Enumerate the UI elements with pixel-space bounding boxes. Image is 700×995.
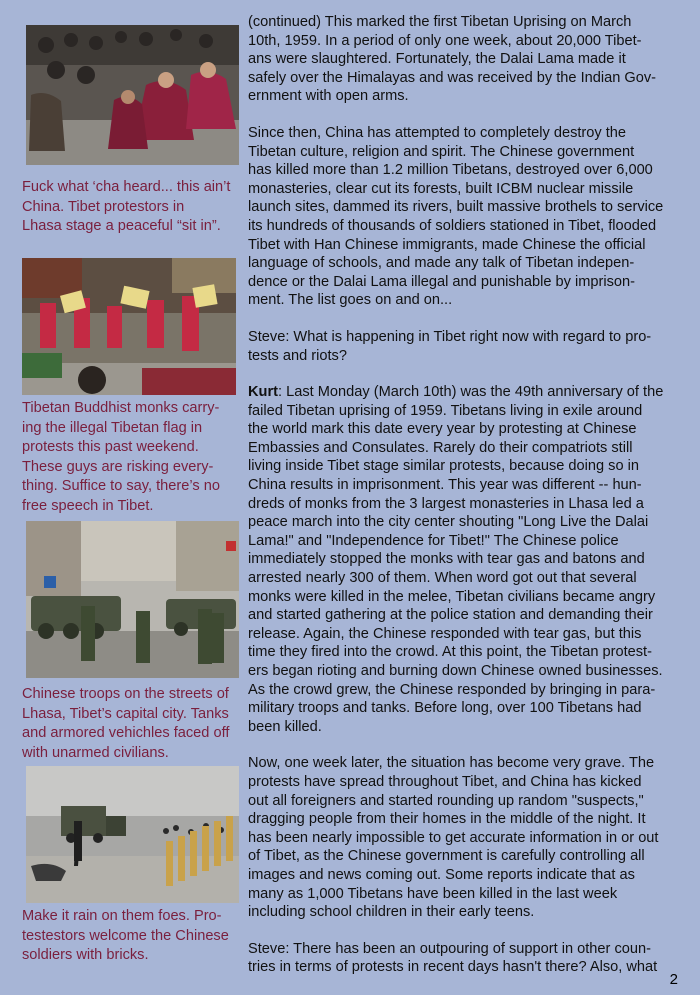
- article-paragraph: (continued) This marked the first Tibetan Uprising on March 10th, 1959. In a period of only one week, about 20,000 Tibet- ans were slaughtered. Fortunately, the Dalai Lama made it safely over the Himalayas and was received by the Indian Gov- ernment with open arms.: [248, 14, 657, 105]
- caption-riot: Make it rain on them foes. Pro- testestors welcome the Chinese soldiers with bricks.: [22, 908, 229, 964]
- article-paragraph: Steve: What is happening in Tibet right now with regard to pro- tests and riots?: [248, 328, 652, 364]
- article-paragraph: Since then, China has attempted to completely destroy the Tibetan culture, religion and spirit. The Chinese government has killed more than 1.2 million Tibetans, destroyed over 6,000 monasteries, clear cut its forests, built ICBM nuclear missile launch sites, dammed its rivers, built massive brothels to service its hundreds of thousands of soldiers stationed in Tibet, flooded Tibet with Han Chinese immigrants, made Chinese the official language of schools, and made any talk of Tibetan indepen- dence or the Dalai Lama illegal and punishable by imprison- ment. The list goes on and on...: [248, 124, 664, 309]
- photo-sit-in-protest: [26, 25, 239, 165]
- article-paragraph: Now, one week later, the situation has become very grave. The protests have spread throughout Tibet, and China has kicked out all foreigners and started rounding up random "suspects," dragging people from their homes in the middle of the night. It has been nearly impossible to get accurate information in or out of Tibet, as the Chinese government is carefully controlling all images and news coming out. Some reports indicate that as many as 1,000 Tibetans have been killed in the last week including school children in their early teens.: [248, 755, 659, 921]
- speaker-answer: : Last Monday (March 10th) was the 49th anniversary of the failed Tibetan uprising of 1959. Tibetans living in exile around the world mark this date every year by protesting at Chinese Embassies and Consulates. Rarely do their compatriots still living inside Tibet stage similar protests, because doing so in China results in imprisonment. This year was different -- hun- dreds of monks from the 3 largest monasteries in Lhasa led a peace march into the city center shouting "Long Live the Dalai Lama!" and "Independence for Tibet!" The Chinese police immediately stopped the monks with tear gas and batons and arrested nearly 300 of them. When word got out that several monks were killed in the melee, Tibetan civilians became angry and started gathering at the police station and demanding their release. Again, the Chinese responded with tear gas, but this time they fired into the crowd. At this point, the Tibetan protest- ers began rioting and burning down Chinese owned businesses. As the crowd grew, the Chinese responded by bringing in para- military troops and tanks. Before long, over 100 Tibetans had been killed.: [248, 384, 664, 735]
- article-body: [248, 13, 688, 995]
- page-number: 2: [669, 971, 678, 988]
- photo-chinese-troops: [26, 521, 239, 678]
- left-column: [0, 0, 245, 990]
- article-paragraph: [248, 383, 688, 736]
- photo-monks-with-flags: [22, 258, 236, 395]
- speaker-name: Kurt: [248, 384, 278, 401]
- article-paragraph: Steve: There has been an outpouring of support in other coun- tries in terms of protests in recent days hasn't there? Also, what: [248, 940, 658, 976]
- photo-street-riot: [26, 766, 239, 903]
- caption-sit-in: Fuck what ‘cha heard... this ain’t China. Tibet protestors in Lhasa stage a peaceful “sit in”.: [22, 179, 231, 235]
- caption-monks: Tibetan Buddhist monks carry- ing the illegal Tibetan flag in protests this past weekend. These guys are risking every- thing. Suffice to say, there’s no free speech in Tibet.: [22, 400, 220, 514]
- caption-troops: Chinese troops on the streets of Lhasa, Tibet’s capital city. Tanks and armored vehichles faced off with unarmed civilians.: [22, 686, 230, 761]
